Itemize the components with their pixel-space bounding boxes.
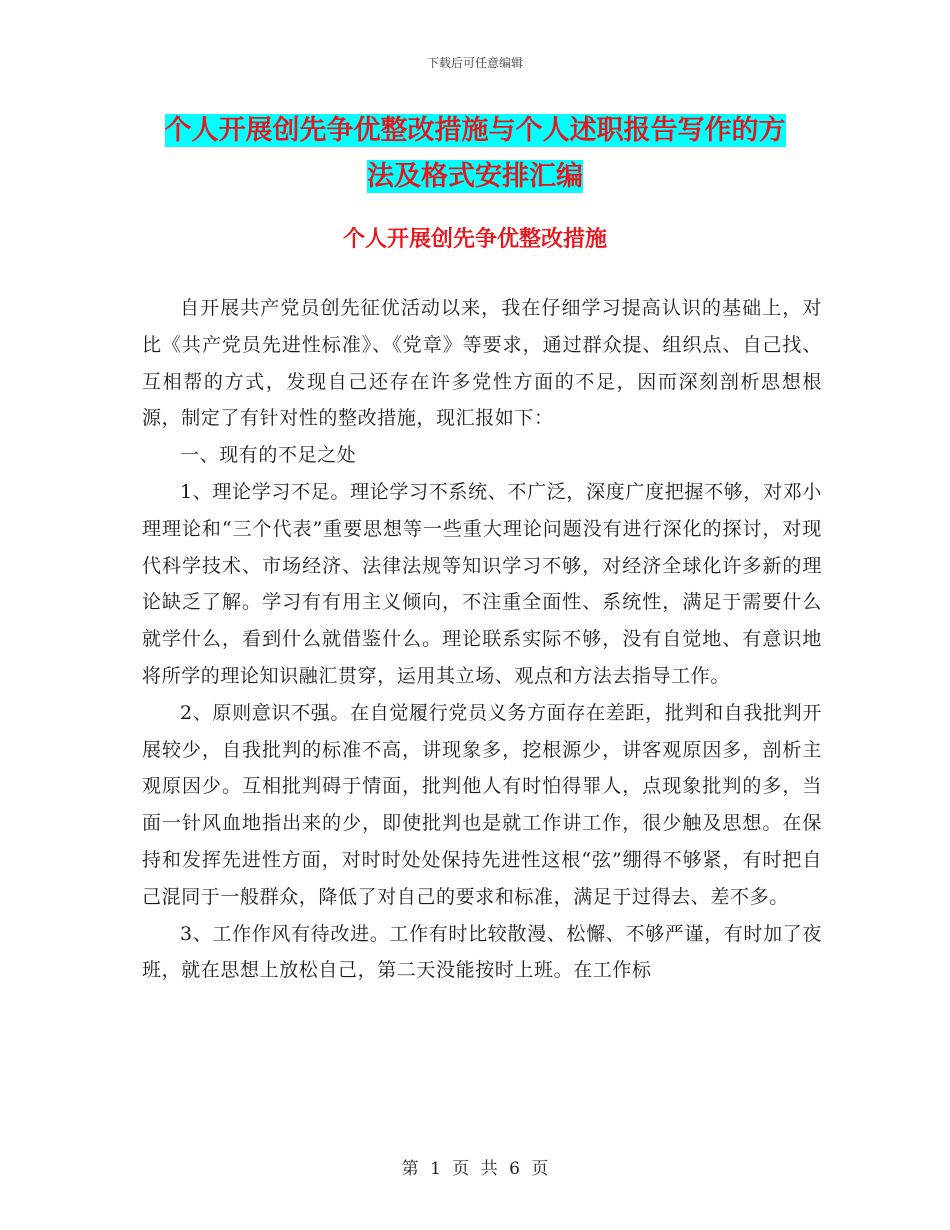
body-text <box>142 290 822 989</box>
document-title-line-2: 法及格式安排汇编 <box>367 161 583 192</box>
paragraph-item-1: 1、理论学习不足。理论学习不系统、不广泛，深度广度把握不够，对邓小理理论和“三个代表”重要思想等一些重大理论问题没有进行深化的探讨，对现代科学技术、市场经济、法律法规等知识学习不够，对经济全球化许多新的理论缺乏了解。学习有有用主义倾向，不注重全面性、系统性，满足于需要什么就学什么，看到什么就借鉴什么。理论联系实际不够，没有自觉地、有意识地将所学的理论知识融汇贯穿，运用其立场、观点和方法去指导工作。 <box>142 480 822 687</box>
paragraph-intro: 自开展共产党员创先征优活动以来，我在仔细学习提高认识的基础上，对比《共产党员先进性标准》、《党章》等要求，通过群众提、组织点、自己找、互相帮的方式，发现自己还存在许多党性方面的不足，因而深刻剖析思想根源，制定了有针对性的整改措施，现汇报如下： <box>142 297 822 430</box>
document-title <box>0 108 950 200</box>
section-title: 个人开展创先争优整改措施 <box>342 226 607 252</box>
page-footer: 第 1 页 共 6 页 <box>401 1159 549 1179</box>
paragraph-item-2: 2、原则意识不强。在自觉履行党员义务方面存在差距，批判和自我批判开展较少，自我批判的标准不高，讲现象多，挖根源少，讲客观原因多，剖析主观原因少。互相批判碍于情面，批判他人有时怕得罪人，点现象批判的多，当面一针风血地指出来的少，即使批判也是就工作讲工作，很少触及思想。在保持和发挥先进性方面，对时时处处保持先进性这根“弦”绷得不够紧，有时把自己混同于一般群众，降低了对自己的要求和标准，满足于过得去、差不多。 <box>142 701 822 908</box>
paragraph-item-3: 3、工作作风有待改进。工作有时比较散漫、松懈、不够严谨，有时加了夜班，就在思想上放松自己，第二天没能按时上班。在工作标 <box>142 922 822 982</box>
document-title-line-1: 个人开展创先争优整改措施与个人述职报告写作的方 <box>164 115 786 146</box>
paragraph-heading-shortcomings: 一、现有的不足之处 <box>180 444 357 467</box>
header-note: 下载后可任意编辑 <box>426 56 523 70</box>
